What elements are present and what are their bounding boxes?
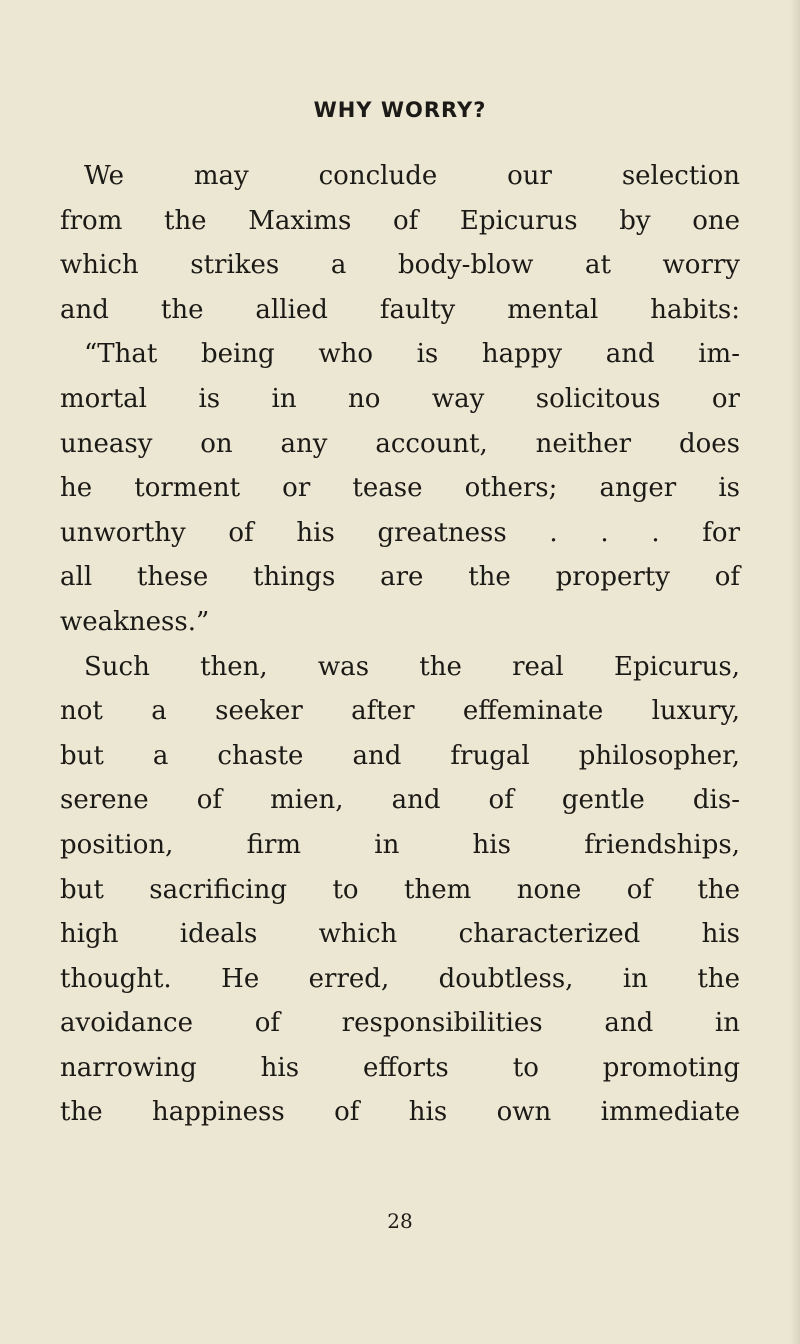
text-line: narrowing his efforts to promoting: [60, 1052, 740, 1083]
text-line: weakness.”: [60, 606, 210, 637]
text-line: high ideals which characterized his: [60, 919, 740, 950]
text-line: not a seeker after effeminate luxury,: [60, 696, 740, 727]
text-line: Such then, was the real Epicurus,: [84, 651, 740, 682]
text-line: and the allied faulty mental habits:: [60, 294, 740, 325]
text-line: but sacrificing to them none of the: [60, 874, 740, 905]
page-number: 28: [387, 1209, 413, 1233]
text-line: all these things are the property of: [60, 562, 740, 593]
text-line: but a chaste and frugal philosopher,: [60, 740, 740, 771]
text-line: he torment or tease others; anger is: [60, 473, 740, 504]
text-line: “That being who is happy and im-: [84, 339, 740, 370]
text-line: which strikes a body-blow at worry: [60, 250, 740, 281]
text-line: uneasy on any account, neither does: [60, 428, 740, 459]
text-line: We may conclude our selection: [84, 161, 740, 191]
text-line: thought. He erred, doubtless, in the: [60, 963, 740, 994]
page-edge-shadow: [790, 0, 800, 1344]
text-line: mortal is in no way solicitous or: [60, 383, 740, 414]
running-title: WHY WORRY?: [313, 98, 487, 122]
text-line: unworthy of his greatness . . . for: [60, 517, 740, 548]
text-line: the happiness of his own immediate: [60, 1097, 740, 1128]
body-text: [60, 154, 740, 1135]
text-line: from the Maxims of Epicurus by one: [60, 205, 740, 236]
text-line: serene of mien, and of gentle dis-: [60, 785, 740, 816]
text-line: position, firm in his friendships,: [60, 829, 740, 860]
text-line: avoidance of responsibilities and in: [60, 1008, 740, 1039]
